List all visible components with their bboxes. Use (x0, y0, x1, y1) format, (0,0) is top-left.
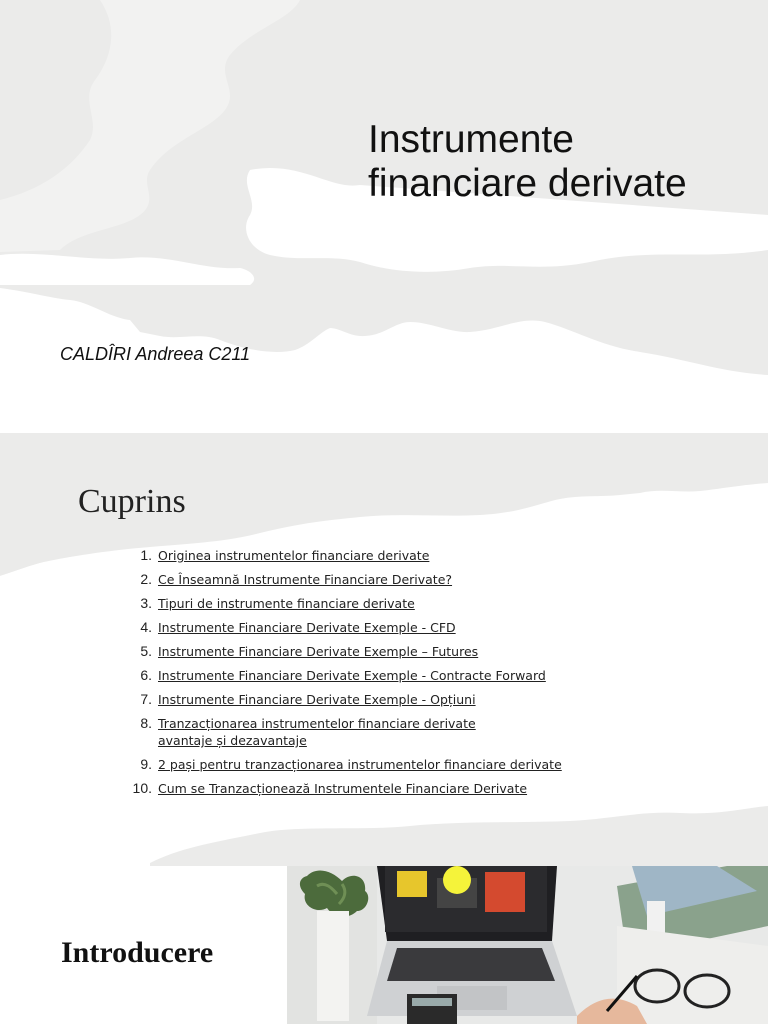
contents-item-title: Cum se Tranzacționează Instrumentele Financiare Derivate (158, 781, 528, 796)
contents-item-number: 7. (140, 691, 152, 707)
title-slide (0, 0, 768, 433)
contents-item-number: 9. (140, 756, 152, 772)
contents-item-number: 6. (140, 667, 152, 683)
contents-item (120, 715, 740, 749)
contents-item-title: Tranzacționarea instrumentelor financiare derivate (158, 716, 476, 731)
contents-item-title: 2 pași pentru tranzacționarea instrumentelor financiare derivate (158, 757, 562, 772)
contents-item (120, 667, 740, 684)
contents-item-title-continued: avantaje și dezavantaje (158, 733, 307, 748)
contents-item-number: 3. (140, 595, 152, 611)
contents-item (120, 595, 740, 612)
contents-list (120, 547, 740, 804)
contents-item-title: Ce Înseamnă Instrumente Financiare Derivate? (158, 572, 453, 587)
contents-item-link[interactable] (158, 572, 452, 587)
introduction-heading: Introducere (61, 936, 214, 969)
contents-item-number: 10. (132, 780, 152, 796)
contents-item (120, 571, 740, 588)
contents-item-number: 1. (140, 547, 152, 563)
introduction-slide (0, 866, 768, 1024)
contents-item-link[interactable] (158, 668, 546, 683)
contents-item-number: 2. (140, 571, 152, 587)
contents-item (120, 756, 740, 773)
contents-item (120, 619, 740, 636)
contents-item-number: 8. (140, 715, 152, 731)
contents-heading: Cuprins (78, 483, 186, 520)
contents-item (120, 691, 740, 708)
contents-item-link[interactable] (158, 692, 476, 707)
contents-item-link[interactable] (158, 757, 562, 772)
contents-item-title: Instrumente Financiare Derivate Exemple - CFD (158, 620, 456, 635)
contents-slide (0, 433, 768, 866)
contents-item-title: Instrumente Financiare Derivate Exemple - Opțiuni (158, 692, 476, 707)
contents-item-title: Tipuri de instrumente financiare derivate (158, 596, 415, 611)
title-line-2: financiare derivate (368, 162, 687, 205)
contents-item-title: Originea instrumentelor financiare derivate (158, 548, 430, 563)
contents-item-title: Instrumente Financiare Derivate Exemple - Contracte Forward (158, 668, 546, 683)
contents-item-link[interactable] (158, 716, 476, 749)
title-line-1: Instrumente (368, 118, 574, 161)
contents-item-number: 5. (140, 643, 152, 659)
contents-item-link[interactable] (158, 620, 456, 635)
contents-item-link[interactable] (158, 596, 415, 611)
contents-item-number: 4. (140, 619, 152, 635)
contents-item (120, 780, 740, 797)
contents-item-link[interactable] (158, 644, 478, 659)
laptop-desk-photo (287, 866, 768, 1024)
brush-stroke-background (0, 0, 768, 433)
contents-item (120, 547, 740, 564)
presentation-title (368, 118, 758, 206)
contents-item-link[interactable] (158, 781, 527, 796)
contents-item (120, 643, 740, 660)
contents-item-title: Instrumente Financiare Derivate Exemple – Futures (158, 644, 479, 659)
contents-item-link[interactable] (158, 548, 429, 563)
author-name: CALDÎRI Andreea C211 (60, 344, 251, 364)
